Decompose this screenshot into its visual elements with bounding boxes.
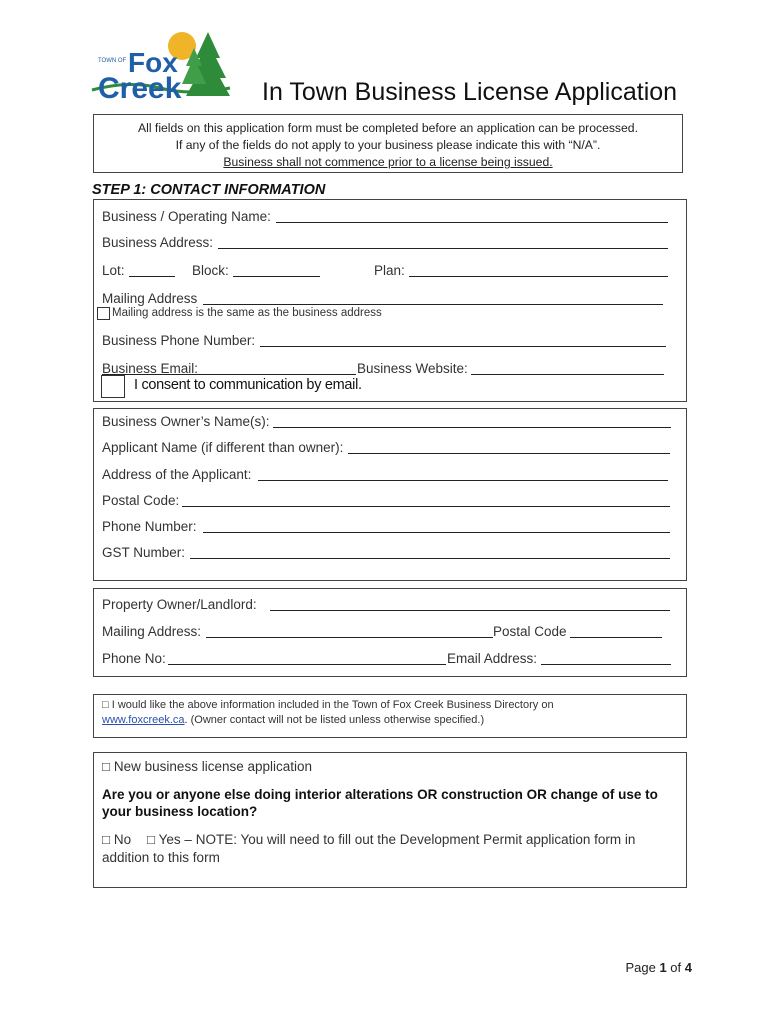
applicant-name-label: Applicant Name (if different than owner):: [102, 440, 344, 455]
property-postal-label: Postal Code: [493, 624, 567, 639]
property-email-field[interactable]: [541, 664, 671, 665]
consent-checkbox[interactable]: [101, 375, 125, 398]
email-label: Business Email:: [102, 361, 199, 376]
block-label: Block:: [192, 263, 229, 278]
town-logo: [90, 28, 235, 104]
property-mailing-label: Mailing Address:: [102, 624, 202, 639]
directory-line-2: [102, 714, 484, 726]
applicant-address-field[interactable]: [258, 480, 668, 481]
gst-label: GST Number:: [102, 545, 186, 560]
plan-label: Plan:: [374, 263, 405, 278]
logo-creek: Creek: [98, 72, 182, 104]
business-name-field[interactable]: [276, 222, 668, 223]
business-address-field[interactable]: [218, 248, 668, 249]
owner-phone-field[interactable]: [203, 532, 670, 533]
property-postal-field[interactable]: [570, 637, 662, 638]
applicant-address-label: Address of the Applicant:: [102, 467, 252, 482]
logo-prefix: TOWN OF: [98, 58, 127, 64]
same-address-label: Mailing address is the same as the business address: [112, 307, 382, 319]
phone-label: Business Phone Number:: [102, 333, 256, 348]
logo-graphic: [90, 28, 235, 104]
mailing-address-label: Mailing Address: [102, 291, 198, 306]
property-owner-label: Property Owner/Landlord:: [102, 597, 257, 612]
website-field[interactable]: [471, 374, 664, 375]
notice-line-3: Business shall not commence prior to a license being issued.: [223, 155, 553, 169]
notice-line-2: If any of the fields do not apply to your business please indicate this with “N/A”.: [175, 138, 601, 152]
same-address-checkbox[interactable]: [97, 307, 110, 320]
directory-rest: . (Owner contact will not be listed unless otherwise specified.): [184, 714, 485, 726]
no-option[interactable]: □ No: [102, 832, 132, 847]
business-name-label: Business / Operating Name:: [102, 209, 271, 224]
property-phone-field[interactable]: [168, 664, 446, 665]
yes-option[interactable]: □ Yes – NOTE: You will need to fill out the Development Permit application form in: [147, 832, 636, 847]
lot-label: Lot:: [102, 263, 125, 278]
business-address-label: Business Address:: [102, 235, 214, 250]
website-link[interactable]: www.foxcreek.ca: [102, 714, 185, 726]
email-field[interactable]: [102, 374, 356, 375]
page-title: In Town Business License Application: [262, 78, 678, 106]
owner-names-label: Business Owner’s Name(s):: [102, 414, 270, 429]
directory-text[interactable]: □ I would like the above information included in the Town of Fox Creek Business Directory on: [102, 699, 554, 711]
block-field[interactable]: [233, 276, 320, 277]
question-line-2: your business location?: [102, 804, 258, 819]
applicant-name-field[interactable]: [348, 453, 670, 454]
owner-phone-label: Phone Number:: [102, 519, 197, 534]
plan-field[interactable]: [409, 276, 668, 277]
postal-code-label: Postal Code:: [102, 493, 180, 508]
phone-field[interactable]: [260, 346, 666, 347]
logo-fox: Fox: [128, 47, 178, 78]
property-phone-label: Phone No:: [102, 651, 166, 666]
question-line-1: Are you or anyone else doing interior alterations OR construction OR change of use to: [102, 787, 658, 802]
step1-heading: STEP 1: CONTACT INFORMATION: [92, 182, 326, 198]
owner-names-field[interactable]: [273, 427, 671, 428]
lot-field[interactable]: [129, 276, 175, 277]
new-business-option[interactable]: □ New business license application: [102, 759, 313, 774]
property-mailing-field[interactable]: [206, 637, 493, 638]
postal-code-field[interactable]: [182, 506, 670, 507]
page-number: Page 1 of 4: [625, 960, 692, 975]
notice-line-1: All fields on this application form must be completed before an application can be processed.: [138, 121, 638, 135]
property-owner-field[interactable]: [270, 610, 670, 611]
notice-box: [93, 114, 683, 173]
consent-label: I consent to communication by email.: [134, 377, 362, 393]
property-email-label: Email Address:: [447, 651, 538, 666]
website-label: Business Website:: [357, 361, 468, 376]
yes-option-line-2: addition to this form: [102, 850, 220, 865]
gst-field[interactable]: [190, 558, 670, 559]
mailing-address-field[interactable]: [203, 304, 663, 305]
